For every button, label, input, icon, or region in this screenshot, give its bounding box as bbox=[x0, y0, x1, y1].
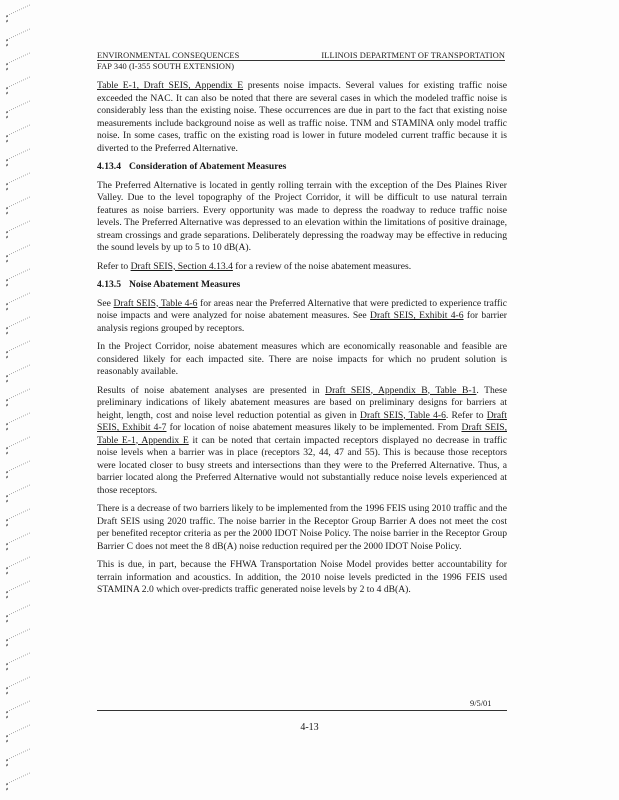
paragraph-terrain: The Preferred Alternative is located in gently rolling terrain with the exception of the Des Plaines River Valley. Due to the level topography of the Project Corridor, it will be difficult to use natural terrain features as noise barriers. Every opportunity was made to depress the roadway to reduce traffic noise levels. The Preferred Alternative was depressed to an elevation within the limitations of positive drainage, stream crossings and grade separations. Deliberately depressing the roadway may be effective in reducing the sound levels by up to 5 to 10 dB(A). bbox=[97, 179, 507, 253]
ref-table-4-6-b: Draft SEIS, Table 4-6 bbox=[360, 409, 446, 421]
header-agency: ILLINOIS DEPARTMENT OF TRANSPORTATION bbox=[321, 51, 505, 60]
ref-appendix-b: Draft SEIS, Appendix B, Table B-1 bbox=[325, 384, 477, 396]
running-header bbox=[97, 51, 505, 71]
paragraph-reasonable-feasible: In the Project Corridor, noise abatement measures which are economically reasonable and feasible are considered likely for each impacted site. There are noise impacts for which no prudent solution is reasonably available. bbox=[97, 341, 507, 377]
ref-exhibit-4-7: Draft SEIS, Exhibit 4-7 bbox=[97, 409, 507, 433]
header-project: FAP 340 (I-355 SOUTH EXTENSION) bbox=[97, 62, 235, 71]
ref-table-e1: Table E-1, Draft SEIS, Appendix E bbox=[97, 80, 244, 91]
footer-rule bbox=[97, 710, 507, 711]
footer-date: 9/5/01 bbox=[470, 699, 492, 708]
binding-edge-marks bbox=[0, 0, 44, 800]
paragraph-impacted-areas: See Draft SEIS, Table 4-6 for areas near the Preferred Alternative that were predicted to experience traffic noise impacts and were analyzed for noise abatement measures. See Draft SEIS, Exhibit 4-6 for barrier analysis regions grouped by receptors. bbox=[97, 297, 507, 334]
paragraph-noise-impacts: Table E-1, Draft SEIS, Appendix E presents noise impacts. Several values for existing traffic noise exceeded the NAC. It can also be noted that there are several cases in which the modeled traffic noise is considerably less than the existing noise. These occurrences are due in part to the fact that existing noise measurements include background noise as well as traffic noise. TNM and STAMINA only model traffic noise. In some cases, traffic on the existing road is lower in future modeled current traffic because it is diverted to the Preferred Alternative. bbox=[97, 80, 507, 154]
page-number: 4-13 bbox=[300, 722, 319, 733]
heading-4-13-4: 4.13.4 Consideration of Abatement Measures bbox=[97, 161, 287, 172]
paragraph-fhwa-model: This is due, in part, because the FHWA Transportation Noise Model provides better accountability for terrain information and acoustics. In addition, the 2010 noise levels predicted in the 1996 FEIS used STAMINA 2.0 which over-predicts traffic generated noise levels by 2 to 4 dB(A). bbox=[97, 559, 507, 595]
body-text bbox=[97, 80, 507, 603]
paragraph-barrier-decrease: There is a decrease of two barriers likely to be implemented from the 1996 FEIS using 2010 traffic and the Draft SEIS using 2020 traffic. The noise barrier in the Receptor Group Barrier A does not meet the cost per benefited receptor criteria as per the 2000 IDOT Noise Policy. The noise barrier in the Receptor Group Barrier C does not meet the 8 dB(A) noise reduction required per the 2000 IDOT Noise Policy. bbox=[97, 503, 507, 552]
ref-section-4-13-4: Draft SEIS, Section 4.13.4 bbox=[130, 260, 233, 272]
ref-table-4-6: Draft SEIS, Table 4-6 bbox=[113, 297, 198, 309]
paragraph-results: Results of noise abatement analyses are presented in Draft SEIS, Appendix B, Table B-1. These preliminary indications of likely abatement measures are based on preliminary designs for barriers at height, length, cost and noise level reduction potential as given in Draft SEIS, Table 4-6. Refer to Draft SEIS, Exhibit 4-7 for location of noise abatement measures likely to be implemented. From Draft SEIS, Table E-1, Appendix E it can be noted that certain impacted receptors displayed no decrease in traffic noise levels when a barrier was in place (receptors 32, 44, 47 and 55). This is because those receptors were located closer to busy streets and intersections than they were to the Preferred Alternative. Thus, a barrier located along the Preferred Alternative would not substantially reduce noise levels experienced at those receptors. bbox=[97, 384, 508, 496]
header-rule bbox=[97, 60, 505, 61]
paragraph-refer-abatement: Refer to Draft SEIS, Section 4.13.4 for a review of the noise abatement measures. bbox=[97, 260, 412, 272]
ref-exhibit-4-6: Draft SEIS, Exhibit 4-6 bbox=[370, 310, 464, 321]
ref-table-e1-b: Draft SEIS, Table E-1, Appendix E bbox=[97, 422, 507, 446]
heading-4-13-5: 4.13.5 Noise Abatement Measures bbox=[97, 279, 241, 290]
header-section-title: ENVIRONMENTAL CONSEQUENCES bbox=[97, 51, 240, 60]
